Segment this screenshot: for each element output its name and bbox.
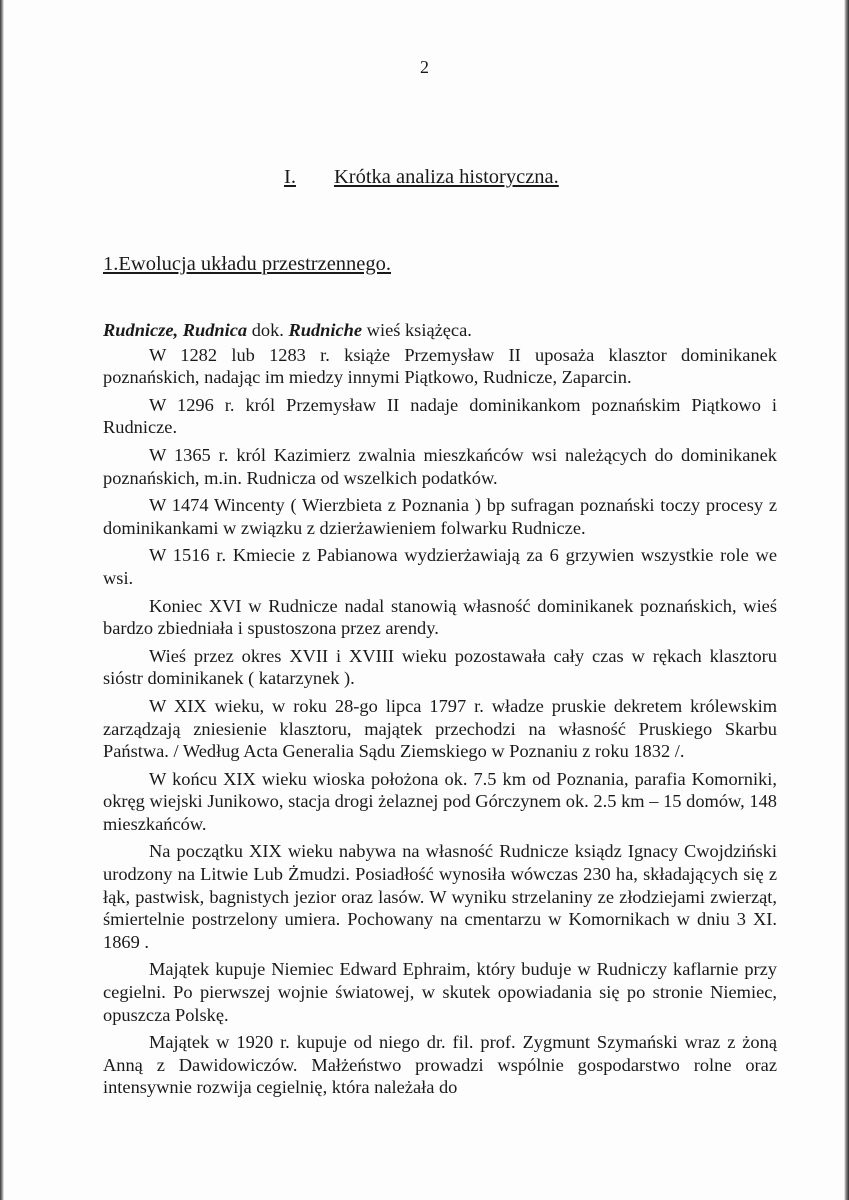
paragraph: Koniec XVI w Rudnicze nadal stanowią własność dominikanek poznańskich, wieś bardzo zbiedniała i spustoszona przez arendy. <box>103 595 777 639</box>
paragraph: W XIX wieku, w roku 28-go lipca 1797 r. władze pruskie dekretem królewskim zarządzają zniesienie klasztoru, majątek przechodzi na własność Pruskiego Skarbu Państwa. / Według Acta Generalia Sądu Ziemskiego w Poznaniu z roku 1832 /. <box>103 695 777 762</box>
paragraph: W 1296 r. król Przemysław II nadaje dominikankom poznańskim Piątkowo i Rudnicze. <box>103 394 777 438</box>
place-name-historic: Rudniche <box>288 320 363 340</box>
intro-text-1: dok. <box>247 320 289 340</box>
paragraph: W 1365 r. król Kazimierz zwalnia mieszkańców wsi należących do dominikanek poznańskich, m.in. Rudnicza od wszelkich podatków. <box>103 444 777 488</box>
paragraph: Majątek w 1920 r. kupuje od niego dr. fil. prof. Zygmunt Szymański wraz z żoną Anną z Dawidowiczów. Małżeństwo prowadzi wspólnie gospodarstwo rolne oraz intensywnie rozwija cegielnię, która należała do <box>103 1032 777 1098</box>
chapter-numeral: I. <box>284 166 296 188</box>
scan-edge-right <box>844 0 849 1200</box>
paragraph: W 1516 r. Kmiecie z Pabianowa wydzierżawiają za 6 grzywien wszystkie role we wsi. <box>103 545 777 588</box>
chapter-title-text: Krótka analiza historyczna. <box>333 166 559 188</box>
document-body <box>103 319 777 1104</box>
paragraph: W 1282 lub 1283 r. książe Przemysław II uposaża klasztor dominikanek poznańskich, nadając im miedzy innymi Piątkowo, Rudnicze, Zaparcin. <box>103 344 777 388</box>
place-name-variants: Rudnicze, Rudnica <box>103 320 248 340</box>
paragraph: W końcu XIX wieku wioska położona ok. 7.5 km od Poznania, parafia Komorniki, okręg wiejski Junikowo, stacja drogi żelaznej pod Górczynem ok. 2.5 km – 15 domów, 148 mieszkańców. <box>103 768 777 834</box>
intro-text-2: wieś książęca. <box>362 320 472 340</box>
intro-line <box>103 319 777 342</box>
paragraph: Wieś przez okres XVII i XVIII wieku pozostawała cały czas w rękach klasztoru sióstr dominikanek ( katarzynek ). <box>103 645 777 689</box>
scan-edge-left <box>0 0 4 1200</box>
section-title: 1.Ewolucja układu przestrzennego. <box>103 253 392 275</box>
paragraph: Majątek kupuje Niemiec Edward Ephraim, który buduje w Rudniczy kaflarnie przy cegielni. Po pierwszej wojnie światowej, w skutek opowiadania się po stronie Niemiec, opuszcza Polskę. <box>103 959 777 1025</box>
paragraph: Na początku XIX wieku nabywa na własność Rudnicze ksiądz Ignacy Cwojdziński urodzony na Litwie Lub Żmudzi. Posiadłość wynosiła wówczas 230 ha, składających się z łąk, pastwisk, bagnistych jezior oraz lasów. W wyniku strzelaniny ze złodziejami zwierząt, śmiertelnie postrzelony umiera. Pochowany na cmentarzu w Komornikach w dniu 3 XI. 1869 . <box>103 841 777 952</box>
page-number: 2 <box>420 57 429 77</box>
chapter-title <box>284 166 559 189</box>
paragraph: W 1474 Wincenty ( Wierzbieta z Poznania ) bp sufragan poznański toczy procesy z dominikankami w związku z dzierżawieniem folwarku Rudnicze. <box>103 495 777 538</box>
